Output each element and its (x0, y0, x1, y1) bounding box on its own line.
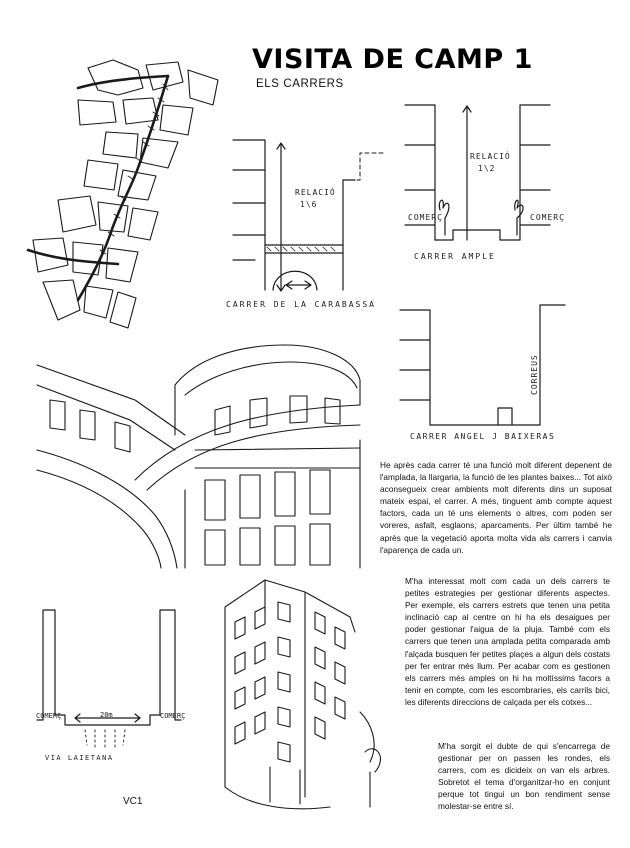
carabassa-ratio-value: 1\6 (300, 200, 318, 209)
carabassa-ratio-word: RELACIÓ (295, 188, 336, 197)
paragraph-1: He après cada carrer té una funció molt diferent depenent de l'amplada, la llargaria, la funció de les plantes baixes... Tot això aconsegueix crear ambients molt diferents dins un suposat mateix espai, el carrer. A més, tinguent amb compte aquest factors, cada un té uns elements o altres, com poden ser voreres, asfalt, esglaons, aparcaments. Per últim també he après que la vegetació aporta molta vida als carrers i canvia l'aparença de cada un. (380, 460, 612, 555)
angel-section-sketch (400, 300, 570, 430)
paragraph-3: M'ha sorgit el dubte de qui s'encarrega de gestionar per on passen les rondes, els carrers, com es dicideix on van els arbres. Sobretot el tema d'organitzar-ho en conjunt perque tot tingui un bon rendiment sense molestar-se entre sí. (438, 741, 610, 812)
laietana-width-label: 20m (100, 711, 113, 719)
arch-facade-sketch (35, 340, 365, 570)
ample-right-label: COMERÇ (530, 213, 565, 222)
paragraph-2: M'ha interessat molt com cada un dels carrers te petites estrategies per gestionar diferents aspectes. Per exemple, els carrers estrets que tenen una petita inclinació cap al centre on hi ha els desaigues per poder gestionar l'aigua de la pluja. També com els carrers que tenen una amplada petita comparada amb l'alçada busquen fer petites plaçes a algun dels costats per fer entrar més llum. Per acabar com es gestionen els carrers més amples on hi ha moltíssims facors a tenir en compte, com les escombraries, els carrils bici, les diferents direccions de calçada per els cotxes... (405, 576, 610, 707)
angel-caption: CARRER ANGEL J BAIXERAS (410, 432, 556, 441)
laietana-left-label: COMERÇ (36, 712, 62, 720)
carabassa-section-sketch (225, 135, 385, 295)
ample-caption: CARRER AMPLE (414, 252, 496, 261)
laietana-right-label: COMERÇ (160, 712, 186, 720)
carabassa-caption: CARRER DE LA CARABASSA (226, 300, 376, 309)
page-subtitle: ELS CARRERS (256, 78, 344, 90)
ample-left-label: COMERÇ (408, 213, 443, 222)
laietana-caption: VIA LAIETANA (45, 754, 114, 762)
ample-ratio-word: RELACIÓ (470, 152, 511, 161)
corner-building-sketch (210, 572, 390, 822)
page-title: VISITA DE CAMP 1 (252, 44, 533, 75)
page-code: VC1 (123, 796, 143, 807)
laietana-section-sketch (35, 605, 185, 755)
ample-ratio-value: 1\2 (478, 164, 496, 173)
angel-side-label: CORREUS (530, 354, 539, 395)
street-map-sketch (18, 50, 233, 340)
